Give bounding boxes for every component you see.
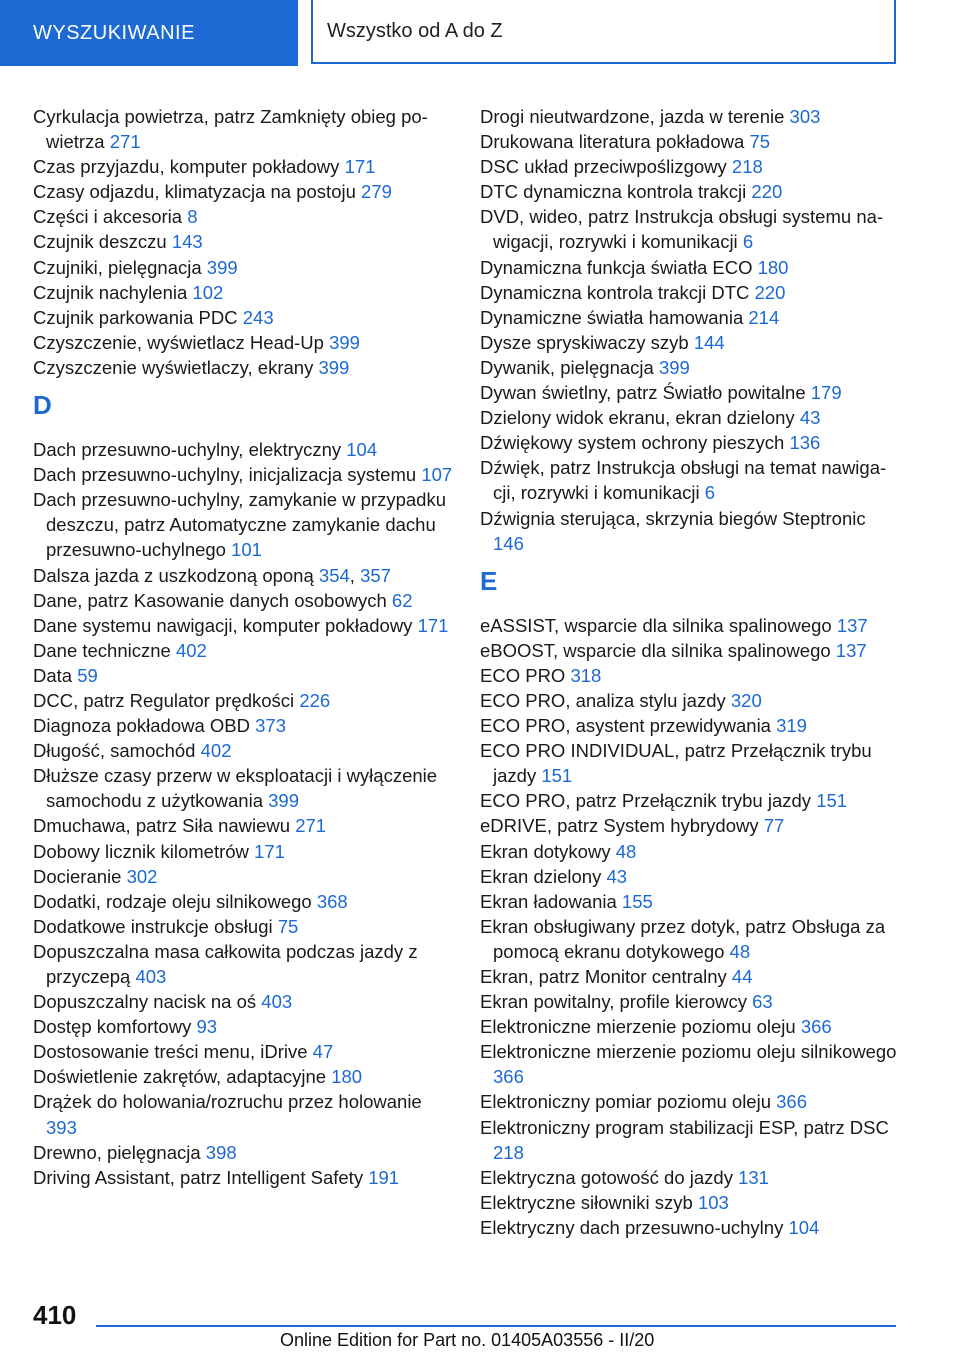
index-entry xyxy=(480,506,900,556)
index-entry xyxy=(480,204,900,254)
entry-text: Dodatkowe instrukcje obsługi xyxy=(33,915,278,937)
index-entry xyxy=(480,839,900,864)
entry-text: Drogi nieutwardzone, jazda w terenie xyxy=(480,106,790,127)
index-entry xyxy=(480,1089,900,1114)
page-link[interactable]: 271 xyxy=(109,131,141,153)
page-link[interactable]: 357 xyxy=(360,564,391,586)
page-link[interactable]: 302 xyxy=(126,865,158,887)
index-entry xyxy=(480,129,900,154)
entry-text: Dopuszczalna masa całkowita podczas jazdy z przyczepą xyxy=(33,940,418,987)
entry-text: Czyszczenie, wyświetlacz Head-Up xyxy=(33,331,330,353)
index-entry xyxy=(33,1014,453,1039)
entry-text: Dostęp komfortowy xyxy=(33,1016,197,1038)
page-link[interactable]: 403 xyxy=(261,991,293,1013)
entry-text: Dynamiczne światła hamowania xyxy=(480,306,749,328)
page-link[interactable]: 6 xyxy=(704,482,716,504)
page-link[interactable]: 131 xyxy=(738,1166,769,1188)
page-link[interactable]: 220 xyxy=(751,181,783,203)
page-link[interactable]: 393 xyxy=(46,1116,77,1138)
index-entry xyxy=(33,255,453,280)
page-link[interactable]: 399 xyxy=(318,356,350,378)
index-entry xyxy=(33,437,453,462)
index-entry xyxy=(33,1165,453,1190)
entries-e xyxy=(480,613,900,1240)
index-entry xyxy=(33,763,453,813)
page-link[interactable]: 107 xyxy=(421,464,453,486)
entry-text: eDRIVE, patrz System hybrydowy xyxy=(480,815,764,837)
entry-text: Dysze spryskiwaczy szyb xyxy=(480,331,694,353)
entry-text: Dane, patrz Kasowanie danych osobowych xyxy=(33,589,392,611)
page-link[interactable]: 77 xyxy=(763,815,785,837)
index-entry xyxy=(33,229,453,254)
entry-text: Diagnoza pokładowa OBD xyxy=(33,715,256,737)
entry-text: Ekran dzielony xyxy=(480,865,607,887)
index-entry xyxy=(480,989,900,1014)
page-link[interactable]: 373 xyxy=(255,715,287,737)
entry-text: Dźwignia sterująca, skrzynia biegów Steptronic xyxy=(480,507,866,529)
page-link[interactable]: 318 xyxy=(570,664,602,686)
page-link[interactable]: 402 xyxy=(200,740,232,762)
section-letter-e: E xyxy=(480,565,498,596)
page-link[interactable]: 399 xyxy=(206,256,238,278)
entry-text: ECO PRO INDIVIDUAL, patrz Przełącznik trybu jazdy xyxy=(480,740,872,787)
entry-text: Drewno, pielęgnacja xyxy=(33,1141,206,1163)
footer-divider xyxy=(96,1325,896,1327)
page-link[interactable]: 137 xyxy=(836,614,868,636)
entries-d xyxy=(33,437,453,1190)
entry-text: eASSIST, wsparcie dla silnika spalinowego xyxy=(480,614,837,636)
page-link[interactable]: 102 xyxy=(192,281,224,303)
page-link[interactable]: 75 xyxy=(277,915,299,937)
entry-text: Elektroniczny program stabilizacji ESP, patrz DSC xyxy=(480,1116,889,1138)
entry-text: Dach przesuwno-uchylny, zamykanie w przypadku deszczu, patrz Automatyczne zamykanie dachu przesuwno-uchylnego xyxy=(33,489,447,561)
page-link[interactable]: 171 xyxy=(417,614,449,636)
entry-text: Czujniki, pielęgnacja xyxy=(33,256,207,278)
entry-text: Dodatki, rodzaje oleju silnikowego xyxy=(33,890,317,912)
page-link[interactable]: 62 xyxy=(391,589,413,611)
entry-text: Data xyxy=(33,664,78,686)
page-link[interactable]: 320 xyxy=(730,689,762,711)
index-entry xyxy=(480,1190,900,1215)
page-separator: , xyxy=(349,564,361,586)
index-entry xyxy=(33,839,453,864)
page-link[interactable]: 271 xyxy=(295,815,327,837)
tab-search[interactable]: WYSZUKIWANIE xyxy=(0,0,298,66)
index-entry xyxy=(33,914,453,939)
index-entry xyxy=(33,104,453,154)
page-link[interactable]: 366 xyxy=(493,1066,524,1088)
page-link[interactable]: 6 xyxy=(742,231,754,253)
page-link[interactable]: 146 xyxy=(493,532,524,554)
entry-text: Dalsza jazda z uszkodzoną oponą xyxy=(33,564,319,586)
entry-text: Części i akcesoria xyxy=(33,206,188,228)
index-entry xyxy=(480,430,900,455)
index-entry xyxy=(480,355,900,380)
entry-text: Docieranie xyxy=(33,865,127,887)
index-entry xyxy=(480,305,900,330)
entry-text: Elektryczny dach przesuwno-uchylny xyxy=(480,1216,789,1238)
index-entry xyxy=(33,613,453,638)
entry-text: Ekran dotykowy xyxy=(480,840,616,862)
page-link[interactable]: 101 xyxy=(231,539,262,561)
index-entry xyxy=(480,713,900,738)
entries-d-continued xyxy=(480,104,900,556)
page-link[interactable]: 171 xyxy=(344,156,376,178)
page-link[interactable]: 144 xyxy=(693,331,725,353)
page-link[interactable]: 214 xyxy=(748,306,780,328)
index-entry xyxy=(480,613,900,638)
index-entry xyxy=(33,638,453,663)
index-entry xyxy=(480,1165,900,1190)
entry-text: DVD, wideo, patrz Instrukcja obsługi systemu nawigacji, rozrywki i komunikacji xyxy=(480,206,884,253)
header xyxy=(0,0,960,66)
page-link[interactable]: 179 xyxy=(810,382,842,404)
page-link[interactable]: 8 xyxy=(187,206,198,228)
page-link[interactable]: 151 xyxy=(541,765,573,787)
index-entry xyxy=(33,889,453,914)
entry-text: Ekran ładowania xyxy=(480,890,622,912)
page-link[interactable]: 220 xyxy=(754,281,786,303)
index-entry xyxy=(33,813,453,838)
index-entry xyxy=(480,280,900,305)
entries-c xyxy=(33,104,453,380)
entry-text: Ekran obsługiwany przez dotyk, patrz Obsługa za pomocą ekranu dotykowego xyxy=(480,915,886,962)
index-entry xyxy=(480,813,900,838)
index-entry xyxy=(33,1089,453,1139)
index-entry xyxy=(480,688,900,713)
page-link[interactable]: 136 xyxy=(789,432,821,454)
page-link[interactable]: 103 xyxy=(697,1191,729,1213)
index-entry xyxy=(33,939,453,989)
page-link[interactable]: 44 xyxy=(731,966,753,987)
index-entry xyxy=(33,663,453,688)
index-entry xyxy=(480,330,900,355)
entry-text: Dzielony widok ekranu, ekran dzielony xyxy=(480,407,800,429)
index-entry xyxy=(480,638,900,663)
page-link[interactable]: 75 xyxy=(749,131,771,153)
entry-text: ECO PRO, analiza stylu jazdy xyxy=(480,689,731,711)
index-entry xyxy=(480,663,900,688)
index-entry xyxy=(33,280,453,305)
entry-text: Dopuszczalny nacisk na oś xyxy=(33,991,262,1013)
page-link[interactable]: 48 xyxy=(729,940,751,962)
entry-text: Długość, samochód xyxy=(33,740,201,762)
page-link[interactable]: 93 xyxy=(196,1016,218,1038)
page-link[interactable]: 48 xyxy=(615,840,637,862)
page-link[interactable]: 104 xyxy=(788,1216,820,1238)
entry-text: Czujnik deszczu xyxy=(33,231,172,253)
entry-text: Dmuchawa, patrz Siła nawiewu xyxy=(33,815,296,837)
page-link[interactable]: 399 xyxy=(658,356,690,378)
page-link[interactable]: 63 xyxy=(752,991,773,1013)
page-link[interactable]: 143 xyxy=(171,231,203,253)
entry-text: Czas przyjazdu, komputer pokładowy xyxy=(33,156,345,178)
index-entry xyxy=(480,255,900,280)
index-entry xyxy=(33,738,453,763)
index-entry xyxy=(480,104,900,129)
page-link[interactable]: 398 xyxy=(205,1141,237,1163)
entry-text: Ekran powitalny, profile kierowcy xyxy=(480,991,753,1013)
entry-text: Drążek do holowania/rozruchu przez holowanie xyxy=(33,1091,422,1113)
index-entry xyxy=(480,1215,900,1240)
index-entry xyxy=(33,305,453,330)
entry-text: Dach przesuwno-uchylny, inicjalizacja systemu xyxy=(33,464,422,486)
edition-footer: Online Edition for Part no. 01405A03556 - II/20 xyxy=(280,1330,655,1350)
page-link[interactable]: 368 xyxy=(316,890,348,912)
section-letter-d: D xyxy=(33,390,52,421)
entry-text: Dynamiczna funkcja światła ECO xyxy=(480,256,758,278)
page-link[interactable]: 366 xyxy=(800,1016,832,1038)
index-entry xyxy=(33,588,453,613)
index-entry xyxy=(33,1064,453,1089)
index-entry xyxy=(33,563,453,588)
index-entry xyxy=(480,380,900,405)
index-entry xyxy=(480,964,900,989)
page-link[interactable]: 402 xyxy=(175,639,207,661)
entry-text: Elektroniczne mierzenie poziomu oleju xyxy=(480,1016,801,1038)
index-column-left xyxy=(33,104,453,1190)
entry-text: Czyszczenie wyświetlaczy, ekrany xyxy=(33,356,319,378)
index-entry xyxy=(33,487,453,562)
entry-text: Ekran, patrz Monitor centralny xyxy=(480,966,732,987)
page-link[interactable]: 59 xyxy=(77,664,98,686)
entry-text: Dane systemu nawigacji, komputer pokładowy xyxy=(33,614,418,636)
index-entry xyxy=(33,864,453,889)
index-entry xyxy=(33,179,453,204)
index-entry xyxy=(33,688,453,713)
entry-text: Drukowana literatura pokładowa xyxy=(480,131,750,153)
index-entry xyxy=(33,989,453,1014)
page-link[interactable]: 303 xyxy=(789,106,821,127)
page-link[interactable]: 366 xyxy=(776,1091,808,1113)
page-link[interactable]: 399 xyxy=(268,790,299,812)
entry-text: Elektryczna gotowość do jazdy xyxy=(480,1166,739,1188)
page-link[interactable]: 137 xyxy=(835,639,867,661)
index-entry xyxy=(480,738,900,788)
entry-text: Dywanik, pielęgnacja xyxy=(480,356,659,378)
entry-text: Czujnik nachylenia xyxy=(33,281,193,303)
index-entry xyxy=(480,179,900,204)
page-number: 410 xyxy=(33,1300,77,1330)
page-link[interactable]: 403 xyxy=(135,966,167,987)
page-link[interactable]: 354 xyxy=(318,564,350,586)
entry-text: Dostosowanie treści menu, iDrive xyxy=(33,1041,313,1063)
entry-text: eBOOST, wsparcie dla silnika spalinowego xyxy=(480,639,836,661)
index-entry xyxy=(480,1039,900,1089)
page-link[interactable]: 243 xyxy=(242,306,274,328)
entry-text: Elektroniczne mierzenie poziomu oleju silnikowego xyxy=(480,1041,897,1063)
page-link[interactable]: 180 xyxy=(331,1066,363,1088)
entry-text: Dźwięk, patrz Instrukcja obsługi na temat nawigacji, rozrywki i komunikacji xyxy=(480,457,887,504)
entry-text: ECO PRO, patrz Przełącznik trybu jazdy xyxy=(480,790,817,812)
entry-text: Dane techniczne xyxy=(33,639,176,661)
entry-text: Elektroniczny pomiar poziomu oleju xyxy=(480,1091,777,1113)
entry-text: Cyrkulacja powietrza, patrz Zamknięty obieg powietrza xyxy=(33,106,428,153)
index-entry xyxy=(480,788,900,813)
page-link[interactable]: 151 xyxy=(816,790,848,812)
entry-text: Dach przesuwno-uchylny, elektryczny xyxy=(33,439,347,461)
page-link[interactable]: 319 xyxy=(776,715,807,737)
page-link[interactable]: 191 xyxy=(368,1166,400,1188)
index-entry xyxy=(33,330,453,355)
index-entry xyxy=(480,1115,900,1165)
index-entry xyxy=(33,1140,453,1165)
entry-text: Dynamiczna kontrola trakcji DTC xyxy=(480,281,755,303)
index-entry xyxy=(33,154,453,179)
index-entry xyxy=(480,864,900,889)
index-entry xyxy=(33,204,453,229)
page-link[interactable]: 43 xyxy=(799,407,821,429)
page-link[interactable]: 279 xyxy=(361,181,392,203)
index-entry xyxy=(480,914,900,964)
entry-text: Czujnik parkowania PDC xyxy=(33,306,243,328)
index-entry xyxy=(480,405,900,430)
page-link[interactable]: 180 xyxy=(757,256,789,278)
page-link[interactable]: 43 xyxy=(606,865,628,887)
entry-text: Dłuższe czasy przerw w eksploatacji i wyłączenie samochodu z użytkowania xyxy=(33,765,438,812)
index-column-right xyxy=(480,104,900,1240)
entry-text: DCC, patrz Regulator prędkości xyxy=(33,689,300,711)
page-link[interactable]: 104 xyxy=(346,439,378,461)
entry-text: Elektryczne siłowniki szyb xyxy=(480,1191,698,1213)
index-entry xyxy=(480,889,900,914)
page-link[interactable]: 218 xyxy=(731,156,763,178)
entry-text: Dźwiękowy system ochrony pieszych xyxy=(480,432,790,454)
entry-text: DTC dynamiczna kontrola trakcji xyxy=(480,181,752,203)
page-link[interactable]: 47 xyxy=(312,1041,334,1063)
entry-text: Doświetlenie zakrętów, adaptacyjne xyxy=(33,1066,332,1088)
index-entry xyxy=(480,1014,900,1039)
index-entry xyxy=(33,355,453,380)
index-entry xyxy=(33,1039,453,1064)
page-link[interactable]: 171 xyxy=(254,840,285,862)
entry-text: Driving Assistant, patrz Intelligent Safety xyxy=(33,1166,369,1188)
entry-text: ECO PRO, asystent przewidywania xyxy=(480,715,777,737)
entry-text: Dobowy licznik kilometrów xyxy=(33,840,255,862)
entry-text: Dywan świetlny, patrz Światło powitalne xyxy=(480,382,811,404)
index-entry xyxy=(33,713,453,738)
page-link[interactable]: 399 xyxy=(329,331,360,353)
entry-text: ECO PRO xyxy=(480,664,571,686)
index-entry xyxy=(480,154,900,179)
entry-text: DSC układ przeciwpoślizgowy xyxy=(480,156,732,178)
page-link[interactable]: 226 xyxy=(299,689,331,711)
entry-text: Czasy odjazdu, klimatyzacja na postoju xyxy=(33,181,362,203)
tab-a-to-z[interactable]: Wszystko od A do Z xyxy=(311,0,896,64)
page-link[interactable]: 155 xyxy=(621,890,653,912)
index-entry xyxy=(33,462,453,487)
page-link[interactable]: 218 xyxy=(493,1141,524,1163)
index-entry xyxy=(480,455,900,505)
